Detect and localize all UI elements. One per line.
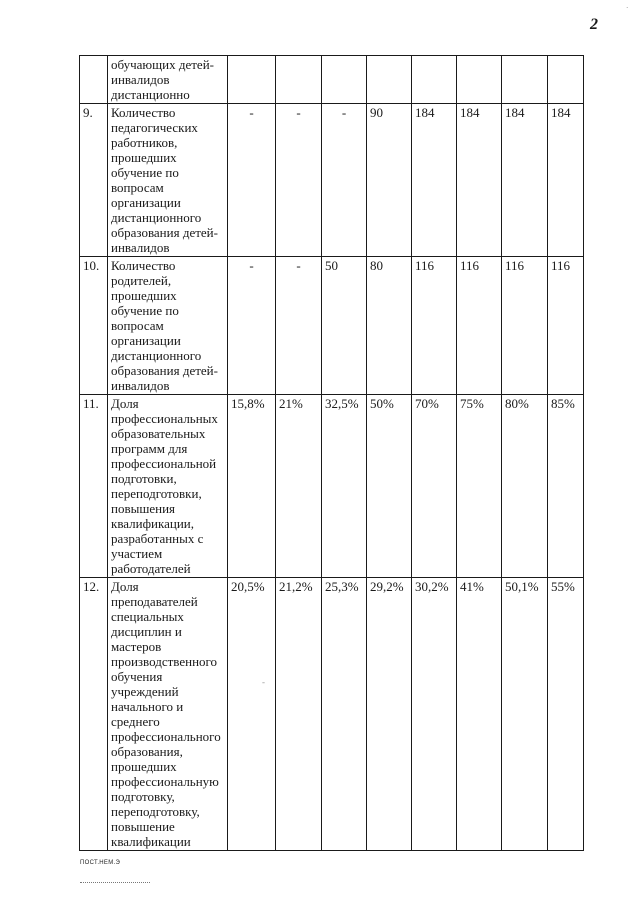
value-cell: 25,3% xyxy=(322,578,367,851)
indicator-name: Количество родителей, прошедших обучение по вопросам организации дистанционного образования детей-инвалидов xyxy=(108,257,228,395)
value-cell: 184 xyxy=(502,104,548,257)
scan-mark: · xyxy=(626,4,629,12)
value-cell xyxy=(276,56,322,104)
value-cell: 29,2% xyxy=(367,578,412,851)
row-number: 11. xyxy=(80,395,108,578)
table-row xyxy=(80,395,584,578)
value-cell: 184 xyxy=(412,104,457,257)
indicator-name: Количество педагогических работников, прошедших обучение по вопросам организации дистанционного образования детей-инвалидов xyxy=(108,104,228,257)
value-cell: - xyxy=(228,257,276,395)
value-cell: 85% xyxy=(548,395,584,578)
table-row xyxy=(80,257,584,395)
value-cell: 32,5% xyxy=(322,395,367,578)
indicators-table xyxy=(79,55,584,851)
value-cell xyxy=(457,56,502,104)
value-cell xyxy=(502,56,548,104)
table-row xyxy=(80,578,584,851)
value-cell: - xyxy=(276,104,322,257)
value-cell: 50 xyxy=(322,257,367,395)
row-number: 10. xyxy=(80,257,108,395)
row-number: 9. xyxy=(80,104,108,257)
value-cell: 80 xyxy=(367,257,412,395)
value-cell xyxy=(228,56,276,104)
indicator-name: обучающих детей-инвалидов дистанционно xyxy=(108,56,228,104)
value-cell: - xyxy=(228,104,276,257)
value-cell: 90 xyxy=(367,104,412,257)
table-row xyxy=(80,104,584,257)
value-cell: 21% xyxy=(276,395,322,578)
value-cell: 15,8% xyxy=(228,395,276,578)
value-cell xyxy=(412,56,457,104)
row-number xyxy=(80,56,108,104)
value-cell: 21,2% xyxy=(276,578,322,851)
value-cell: - xyxy=(322,104,367,257)
value-cell: 70% xyxy=(412,395,457,578)
indicator-name: Доля преподавателей специальных дисциплин и мастеров производственного обучения учреждений начального и среднего профессионального образования, прошедших профессиональную подготовку, переподготовку, повышение квалификации xyxy=(108,578,228,851)
value-cell: 30,2% xyxy=(412,578,457,851)
bottom-rule xyxy=(80,882,150,883)
value-cell: 116 xyxy=(457,257,502,395)
value-cell: 41% xyxy=(457,578,502,851)
value-cell: 50,1% xyxy=(502,578,548,851)
row-number: 12. xyxy=(80,578,108,851)
value-cell: 116 xyxy=(502,257,548,395)
value-cell xyxy=(322,56,367,104)
value-cell: 55% xyxy=(548,578,584,851)
value-cell xyxy=(548,56,584,104)
value-cell: 50% xyxy=(367,395,412,578)
value-cell: - xyxy=(276,257,322,395)
indicator-name: Доля профессиональных образовательных программ для профессиональной подготовки, переподготовки, повышения квалификации, разработанных с участием работодателей xyxy=(108,395,228,578)
value-cell: 184 xyxy=(548,104,584,257)
value-cell: 75% xyxy=(457,395,502,578)
value-cell: 184 xyxy=(457,104,502,257)
value-cell: 116 xyxy=(548,257,584,395)
value-cell: 80% xyxy=(502,395,548,578)
page-number: 2 xyxy=(590,16,598,33)
value-cell xyxy=(367,56,412,104)
table-row xyxy=(80,56,584,104)
value-cell: 20,5% xyxy=(228,578,276,851)
value-cell: 116 xyxy=(412,257,457,395)
footer-code: ПОСТ.НЕМ.Э xyxy=(80,860,121,866)
scan-speck: - xyxy=(262,677,265,687)
